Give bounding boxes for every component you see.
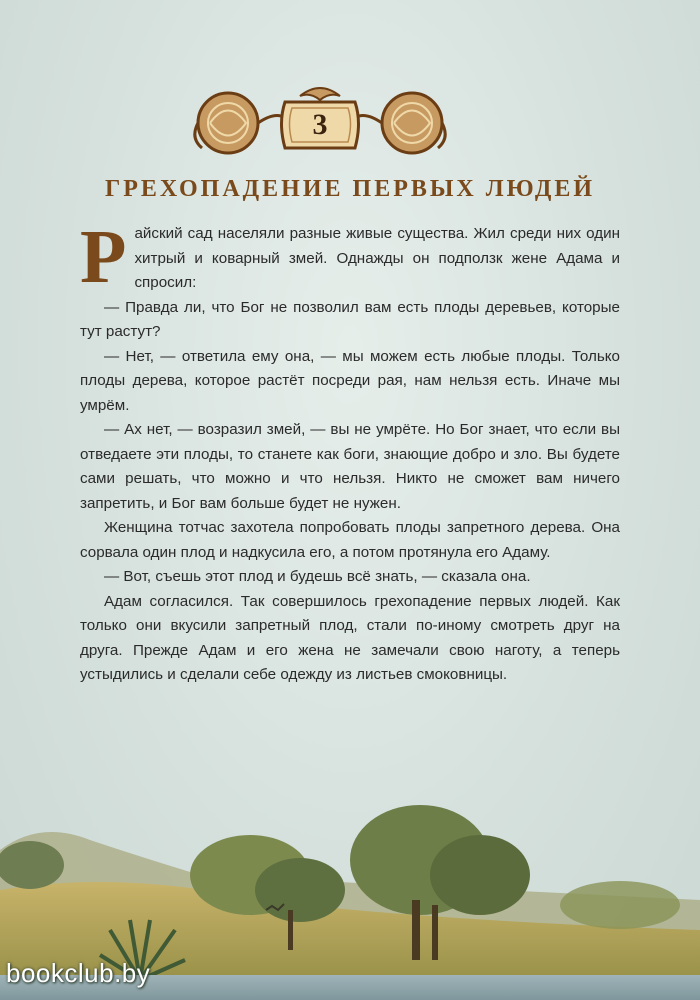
paragraph-1: Райский сад населяли разные живые существа. Жил среди них один хитрый и коварный змей. Однажды он подползк жене Адама и спросил:	[80, 215, 620, 299]
chapter-number: 3	[312, 108, 328, 141]
paragraph-3: — Нет, — ответила ему она, — мы можем есть любые плоды. Только плоды дерева, которое растёт посреди рая, нам нельзя есть. Иначе мы умрём.	[80, 347, 620, 414]
paragraph-2: — Правда ли, что Бог не позволил вам есть плоды деревьев, которые тут растут?	[80, 298, 620, 340]
paragraph-7: Адам согласился. Так совершилось грехопадение первых людей. Как только они вкусили запретный плод, стали по-иному смотреть друг на друга. Прежде Адам и его жена не замечали свою наготу, а теперь устыдились и сделали себе одежду из листьев смоковницы.	[80, 592, 620, 683]
chapter-title: ГРЕХОПАДЕНИЕ ПЕРВЫХ ЛЮДЕЙ	[104, 176, 596, 202]
crown-ornament	[300, 88, 340, 100]
paragraph-5: Женщина тотчас захотела попробовать плоды запретного дерева. Она сорвала один плод и надкусила его, а потом протянула его Адаму.	[80, 519, 620, 561]
paragraph-6: — Вот, съешь этот плод и будешь всё знать, — сказала она.	[104, 568, 531, 585]
watermark: bookclub.by	[6, 958, 151, 988]
right-scroll-ornament	[350, 93, 445, 153]
left-scroll-ornament	[195, 93, 290, 153]
body-text	[80, 215, 620, 688]
paragraph-4: — Ах нет, — возразил змей, — вы не умрёте. Но Бог знает, что если вы отведаете эти плоды, то станете как боги, знающие добро и зло. Вы будете сами решать, что можно и что нельзя. Никто не сможет вам ничего запретить, и Бог вам больше будет не нужен.	[80, 421, 620, 512]
drop-cap: Р	[80, 215, 127, 299]
